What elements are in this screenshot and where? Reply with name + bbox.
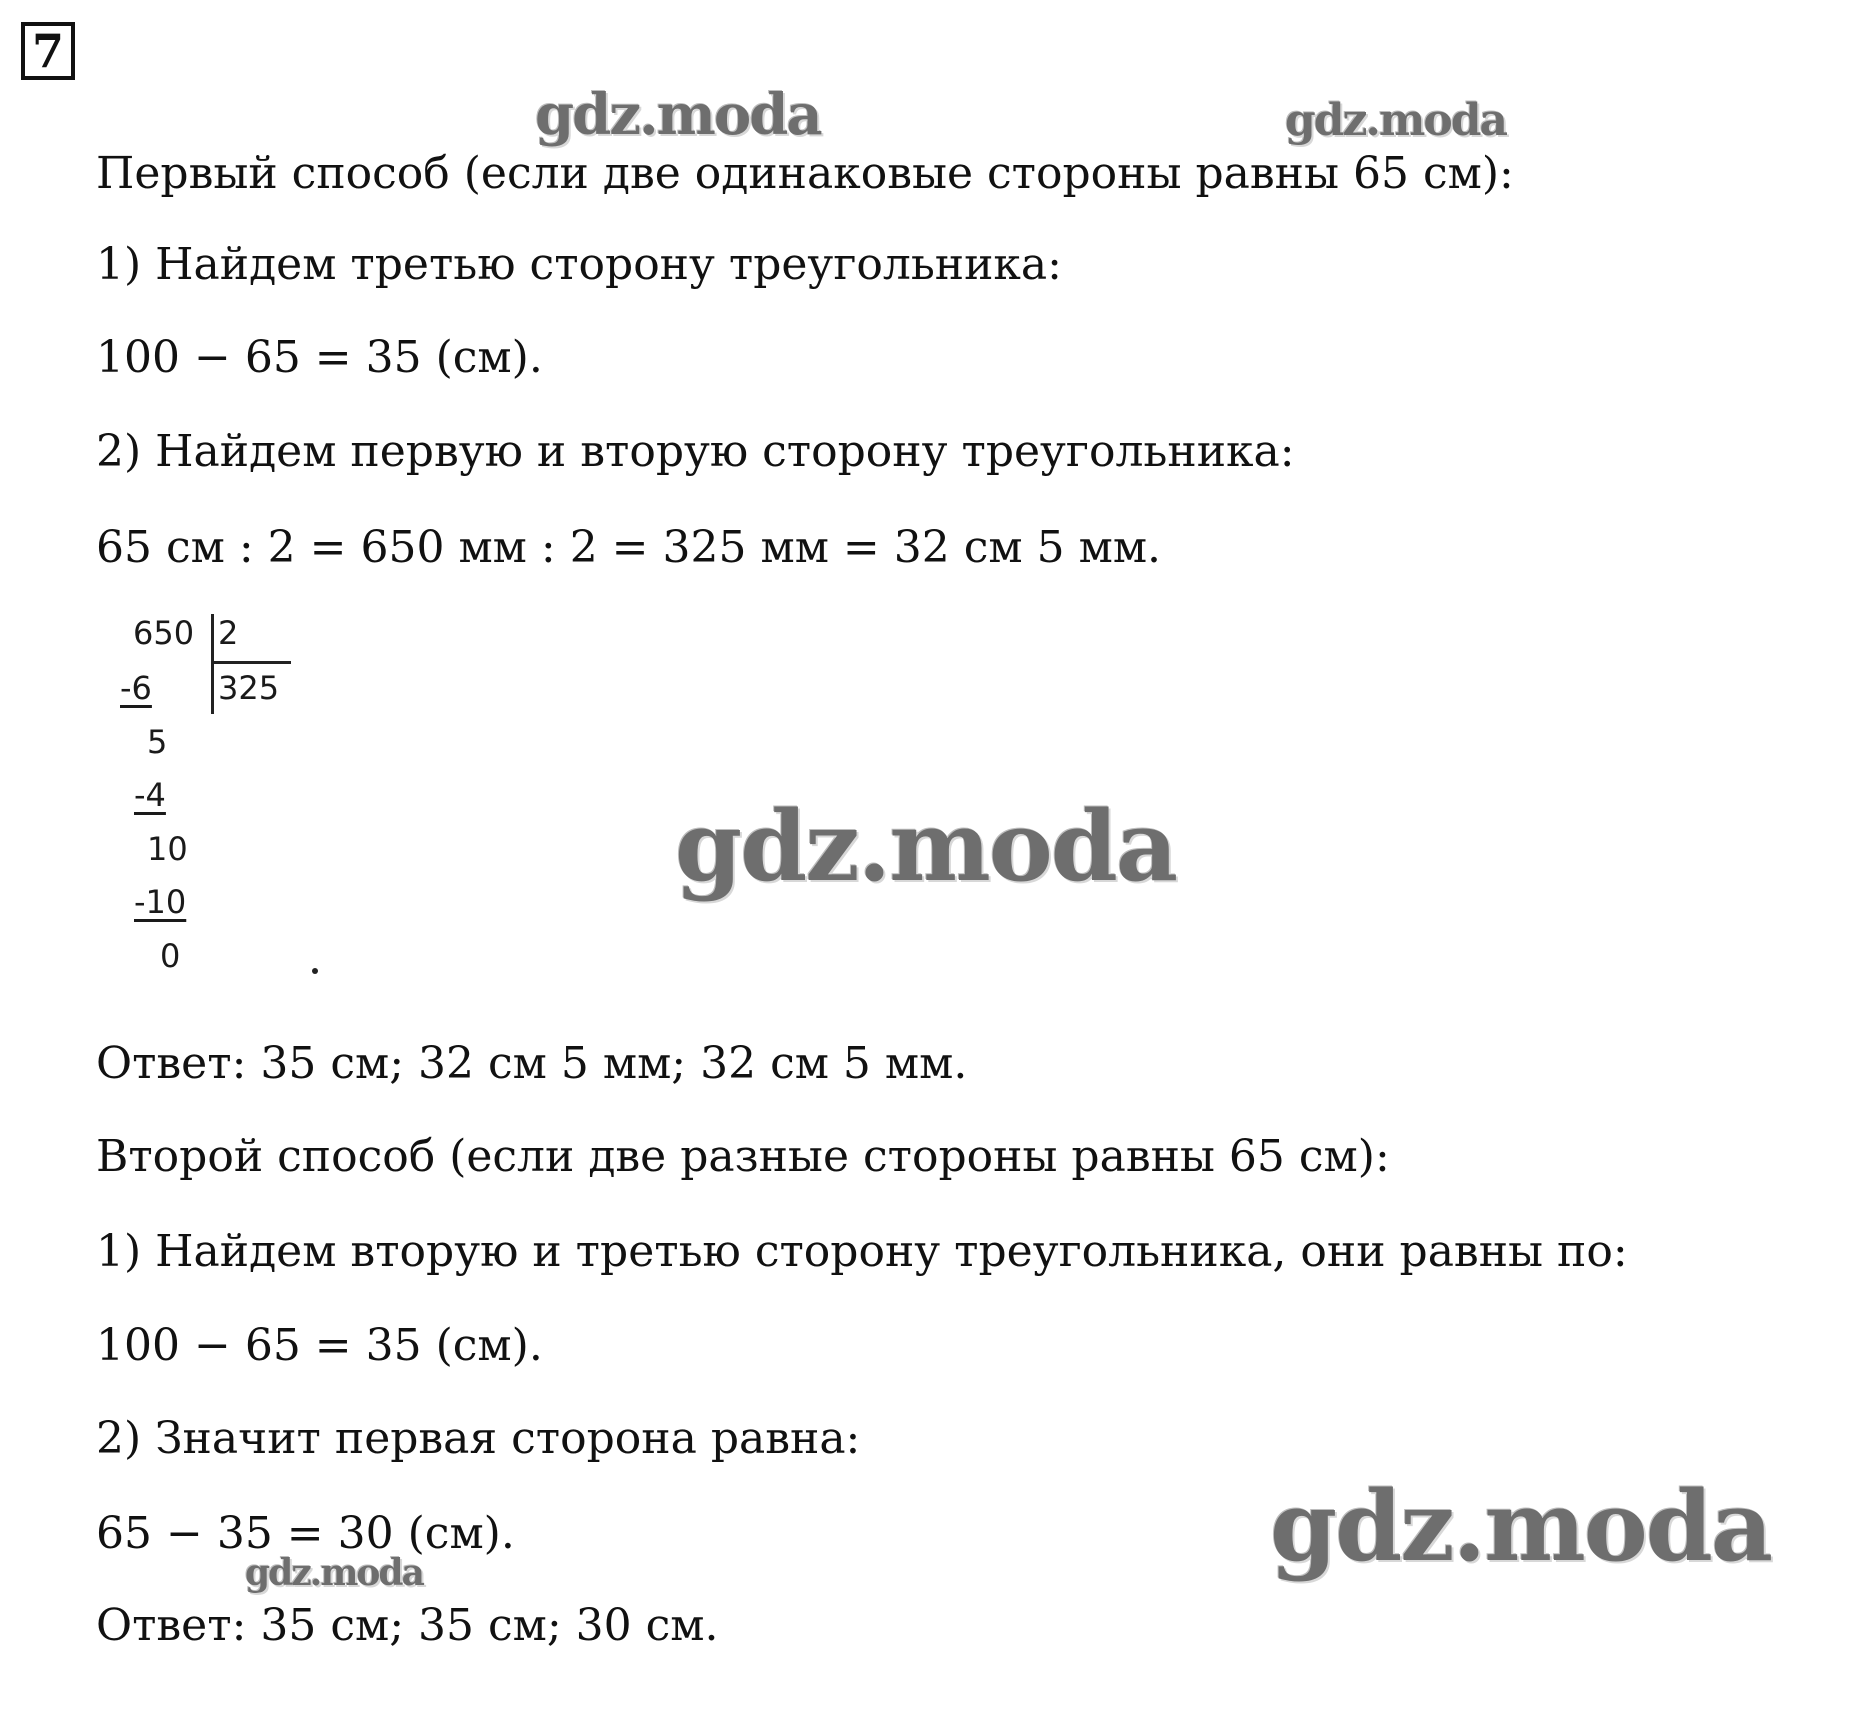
equation-line: 65 см : 2 = 650 мм : 2 = 325 мм = 32 см 5 мм. (96, 522, 1162, 573)
dividend: 650 (133, 614, 195, 652)
equation-line: 100 − 65 = 35 (см). (96, 332, 543, 383)
divisor: 2 (218, 614, 239, 652)
step-two: 2) Значит первая сторона равна: (96, 1413, 861, 1464)
answer-two: Ответ: 35 см; 35 см; 30 см. (96, 1600, 719, 1651)
division-step: -10 (134, 883, 187, 921)
watermark: gdz.moda (1270, 1470, 1772, 1583)
division-step: 5 (147, 723, 168, 761)
division-step: 10 (147, 830, 188, 868)
step-two: 2) Найдем первую и вторую сторону треугольника: (96, 426, 1295, 477)
quotient: 325 (218, 669, 280, 707)
watermark: gdz.moda (1285, 95, 1507, 146)
equation-line: 100 − 65 = 35 (см). (96, 1320, 543, 1371)
answer-one: Ответ: 35 см; 32 см 5 мм; 32 см 5 мм. (96, 1038, 968, 1089)
division-step: 0 (160, 937, 181, 975)
step-one: 1) Найдем третью сторону треугольника: (96, 239, 1062, 290)
method-two-heading: Второй способ (если две разные стороны равны 65 см): (96, 1131, 1390, 1182)
division-step: -6 (120, 669, 152, 707)
division-bar (211, 614, 214, 714)
division-step: -4 (134, 776, 166, 814)
step-one: 1) Найдем вторую и третью сторону треугольника, они равны по: (96, 1226, 1628, 1277)
equation-line: 65 − 35 = 30 (см). (96, 1508, 515, 1559)
period-dot (312, 968, 318, 974)
watermark: gdz.moda (675, 790, 1177, 903)
watermark: gdz.moda (535, 82, 821, 148)
task-number: 7 (21, 22, 75, 80)
method-one-heading: Первый способ (если две одинаковые стороны равны 65 см): (96, 148, 1514, 199)
watermark: gdz.moda (245, 1552, 423, 1594)
division-bar (211, 661, 291, 664)
